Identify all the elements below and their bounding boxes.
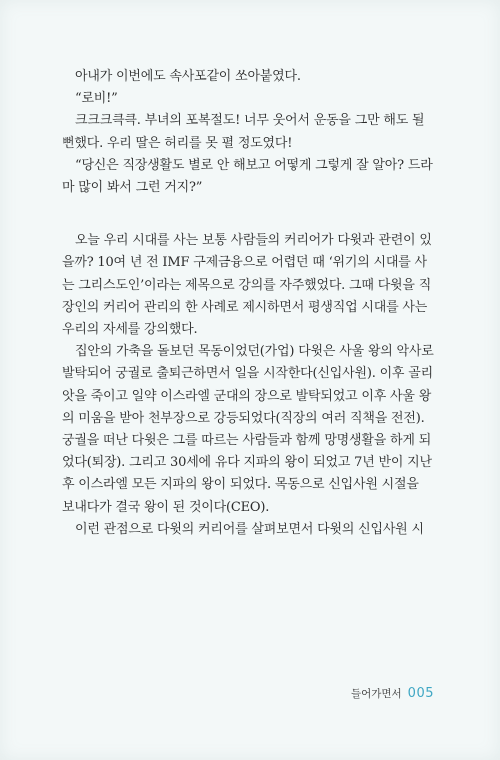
paragraph: “로비!” — [75, 91, 118, 107]
paragraph: 아내가 이번에도 속사포같이 쏘아붙였다. — [75, 69, 301, 84]
section-gap — [62, 199, 434, 230]
paragraph: “당신은 직장생활도 별로 안 해보고 어떻게 그렇게 잘 알아? 드라마 많이 봐서 그런 거지?” — [62, 157, 433, 196]
paragraph: 크크크큭큭. 부녀의 포복절도! 너무 웃어서 운동을 그만 해도 될 뻔했다. 우리 딸은 허리를 못 펼 정도였다! — [62, 113, 425, 151]
body-text — [62, 66, 434, 541]
paragraph: 오늘 우리 시대를 사는 보통 사람들의 커리어가 다윗과 관련이 있을까? 10여 년 전 IMF 구제금융으로 어렵던 때 ‘위기의 시대를 사는 그리스도인’이라는 제목으로 강의를 자주했었다. 그때 다윗을 직장인의 커리어 관리의 한 사례로 제시하면서 평생직업 시대를 사는 우리의 자세를 강의했다. — [62, 233, 432, 338]
section-label: 들어가면서 — [350, 688, 402, 700]
page-number: 005 — [407, 686, 434, 701]
page-footer — [351, 686, 434, 701]
paragraph: 이런 관점으로 다윗의 커리어를 살펴보면서 다윗의 신입사원 시 — [75, 521, 424, 537]
paragraph: 집안의 가축을 돌보던 목동이었던(가업) 다윗은 사울 왕의 악사로 발탁되어 궁궐로 출퇴근하면서 일을 시작한다(신입사원). 이후 골리앗을 죽이고 일약 이스라엘 군대의 장으로 발탁되었고 이후 사울 왕의 미움을 받아 천부장으로 강등되었다(직장의 여러 직책을 전전). 궁궐을 떠난 다윗은 그를 따르는 사람들과 함께 망명생활을 하게 되었다(퇴장). 그리고 30세에 유다 지파의 왕이 되었고 7년 반이 지난 후 이스라엘 모든 지파의 왕이 되었다. 목동으로 신입사원 시절을 보내다가 결국 왕이 된 것이다(CEO). — [62, 344, 434, 515]
